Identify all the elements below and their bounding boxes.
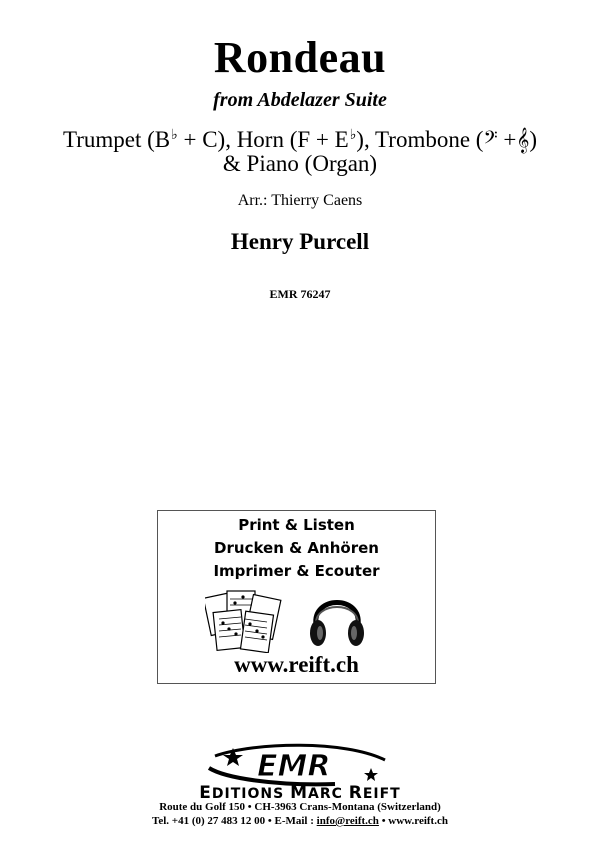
publisher-part: ARC xyxy=(307,786,349,802)
headphones-icon xyxy=(308,583,366,653)
promo-line-en: Print & Listen xyxy=(238,516,355,534)
website-link[interactable]: www.reift.ch xyxy=(234,652,359,677)
sheet-music-icon xyxy=(205,589,283,653)
contact-website: • www.reift.ch xyxy=(378,815,448,827)
logo-text: EMR xyxy=(257,749,331,784)
instr-plus: + xyxy=(497,127,517,152)
publisher-initial: M xyxy=(290,783,308,803)
arranger: Arr.: Thierry Caens xyxy=(237,192,363,209)
flat-sign: ♭ xyxy=(171,128,178,143)
publisher-initial: E xyxy=(199,783,212,803)
publisher-contact xyxy=(0,814,600,828)
email-link[interactable]: info@reift.ch xyxy=(316,815,379,827)
instrumentation-line-2: & Piano (Organ) xyxy=(222,151,378,176)
treble-clef-icon: 𝄞 xyxy=(516,128,530,153)
bass-clef-icon: 𝄢 xyxy=(483,128,498,153)
instr-trumpet: Trumpet (B xyxy=(62,127,171,152)
instr-horn: + C), Horn (F + E xyxy=(177,127,349,152)
publisher-initial: R xyxy=(348,783,363,803)
subtitle: from Abdelazer Suite xyxy=(213,89,387,111)
instr-trombone: ), Trombone ( xyxy=(356,127,484,152)
print-listen-box xyxy=(157,510,436,684)
page-title: Rondeau xyxy=(213,33,387,82)
promo-line-fr: Imprimer & Ecouter xyxy=(213,562,380,580)
publisher-part: EIFT xyxy=(362,786,401,802)
composer: Henry Purcell xyxy=(230,229,370,254)
publisher-address: Route du Golf 150 • CH-3963 Crans-Montana (Switzerland) xyxy=(159,801,441,813)
contact-phone: Tel. +41 (0) 27 483 12 00 • E-Mail : xyxy=(152,815,317,827)
flat-sign: ♭ xyxy=(349,128,357,143)
catalog-number: EMR 76247 xyxy=(269,287,331,301)
publisher-part: DITIONS xyxy=(211,786,291,802)
instr-close: ) xyxy=(529,127,538,152)
promo-line-de: Drucken & Anhören xyxy=(214,539,379,557)
